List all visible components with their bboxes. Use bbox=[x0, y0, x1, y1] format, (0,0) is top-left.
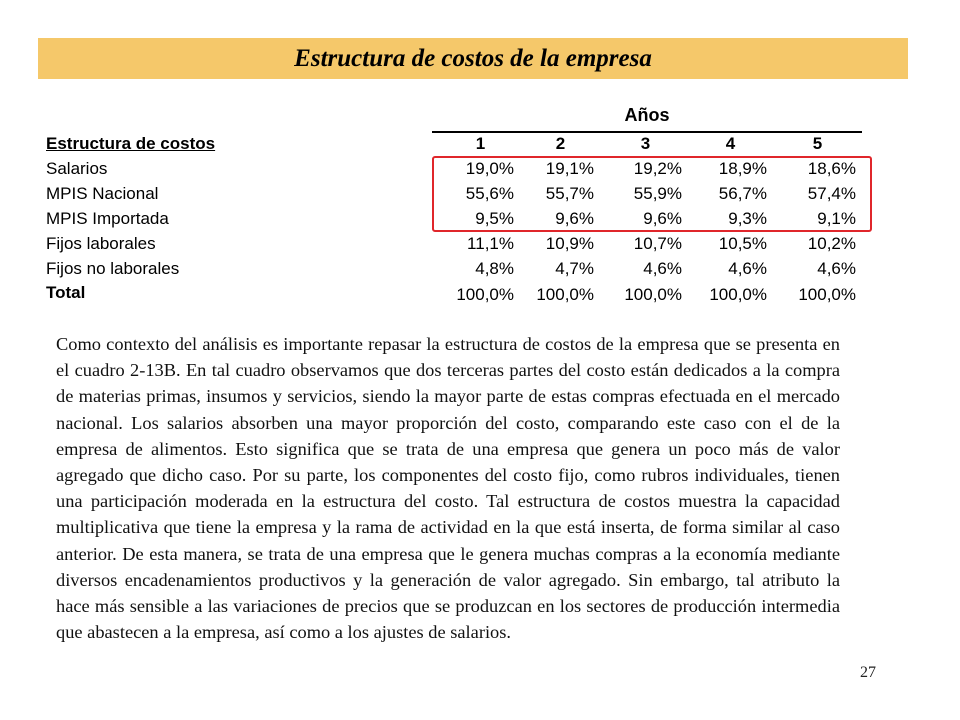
table-cell: 57,4% bbox=[807, 184, 856, 203]
table-cell: 10,5% bbox=[718, 234, 767, 253]
table-cell: 100,0% bbox=[456, 285, 514, 304]
page-number: 27 bbox=[860, 664, 876, 681]
page-title: Estructura de costos de la empresa bbox=[294, 44, 652, 72]
table-cell: 19,0% bbox=[465, 159, 514, 178]
column-header: 2 bbox=[555, 134, 566, 153]
table-cell: 9,3% bbox=[728, 209, 767, 228]
row-header-label: Estructura de costos bbox=[46, 134, 216, 153]
table-cell: 10,7% bbox=[633, 234, 682, 253]
table-cell: 9,6% bbox=[643, 209, 682, 228]
highlight-box bbox=[432, 156, 872, 232]
table-cell: 100,0% bbox=[536, 285, 594, 304]
table-total-row bbox=[46, 283, 866, 307]
table-cell: 56,7% bbox=[718, 184, 767, 203]
column-header: 3 bbox=[640, 134, 651, 153]
table-cell: 19,2% bbox=[633, 159, 682, 178]
row-label: Salarios bbox=[46, 159, 108, 178]
table-row bbox=[46, 257, 866, 281]
body-paragraph: Como contexto del análisis es importante repasar la estructura de costos de la empresa que se presenta en el cuadro 2-13B. En tal cuadro observamos que dos terceras partes del costo están dedicados a la compra de materias primas, insumos y servicios, siendo la mayor parte de estas compras efectuada en el mercado nacional. Los salarios absorben una mayor proporción del costo, comparando este caso con el de la empresa de alimentos. Esto significa que se trata de una empresa que genera un poco más de valor agregado que dicho caso. Por su parte, los componentes del costo fijo, como rubros individuales, tienen una participación moderada en la estructura del costo. Tal estructura de costos muestra la capacidad multiplicativa que tiene la empresa y la rama de actividad en la que está inserta, de forma similar al caso anterior. De esta manera, se trata de una empresa que le genera muchas compras a la economía mediante diversos encadenamientos productivos y la generación de valor agregado. Sin embargo, tal atributo la hace más sensible a las variaciones de precios que se produzcan en los sectores de producción intermedia que abastecen a la empresa, así como a los ajustes de salarios. bbox=[56, 334, 840, 643]
title-banner bbox=[38, 38, 908, 79]
table-cell: 55,6% bbox=[465, 184, 514, 203]
table-cell: 55,7% bbox=[545, 184, 594, 203]
column-header: 5 bbox=[812, 134, 823, 153]
years-header: Años bbox=[624, 105, 670, 125]
table-cell: 4,6% bbox=[728, 259, 767, 278]
table-cell: 55,9% bbox=[633, 184, 682, 203]
row-label: Fijos no laborales bbox=[46, 259, 180, 278]
row-label: Fijos laborales bbox=[46, 234, 156, 253]
table-cell: 9,1% bbox=[817, 209, 856, 228]
table-cell: 10,9% bbox=[545, 234, 594, 253]
table-cell: 9,6% bbox=[555, 209, 594, 228]
column-header: 4 bbox=[725, 134, 736, 153]
row-label: MPIS Importada bbox=[46, 209, 169, 228]
table-cell: 100,0% bbox=[798, 285, 856, 304]
table-cell: 9,5% bbox=[475, 209, 514, 228]
table-cell: 4,8% bbox=[475, 259, 514, 278]
table-header-row bbox=[46, 132, 866, 156]
table-cell: 4,6% bbox=[643, 259, 682, 278]
table-cell: 100,0% bbox=[624, 285, 682, 304]
table-cell: 4,7% bbox=[555, 259, 594, 278]
table-cell: 11,1% bbox=[467, 234, 514, 253]
table-cell: 4,6% bbox=[817, 259, 856, 278]
table-cell: 19,1% bbox=[545, 159, 594, 178]
table-row bbox=[46, 232, 866, 256]
table-cell: 100,0% bbox=[709, 285, 767, 304]
table-cell: 18,9% bbox=[718, 159, 767, 178]
table-cell: 10,2% bbox=[807, 234, 856, 253]
column-header: 1 bbox=[475, 134, 486, 153]
table-cell: 18,6% bbox=[807, 159, 856, 178]
row-label: MPIS Nacional bbox=[46, 184, 159, 203]
row-label: Total bbox=[46, 283, 86, 302]
